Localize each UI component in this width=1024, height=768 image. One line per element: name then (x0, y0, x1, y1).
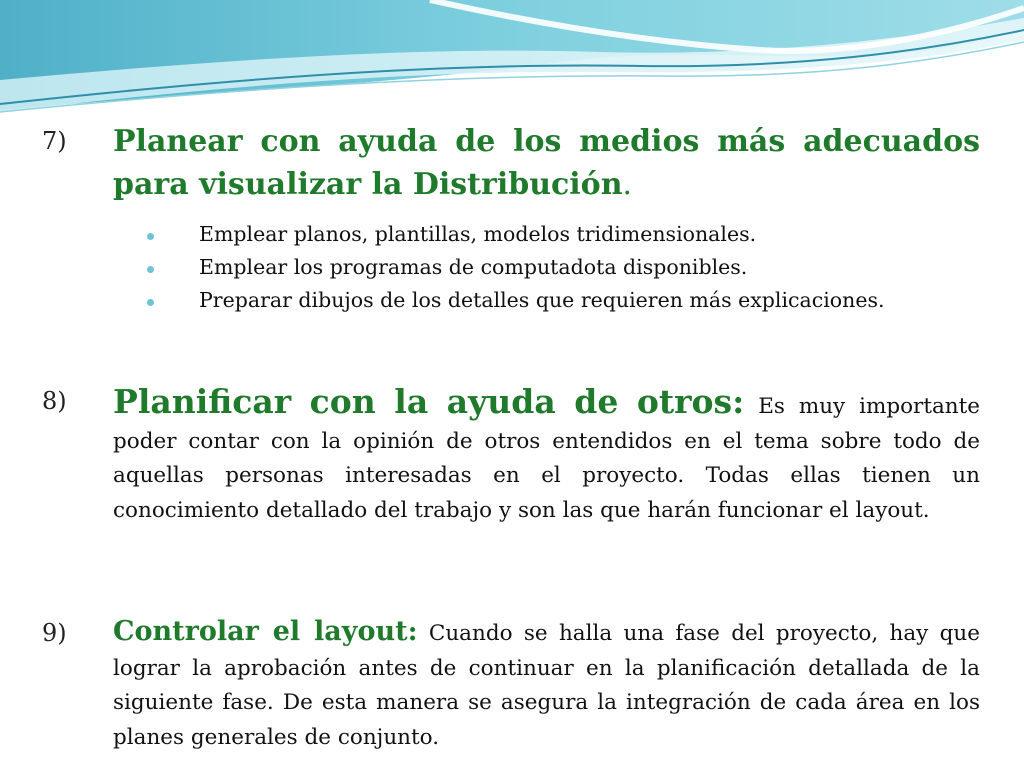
item-body (113, 382, 980, 528)
bullet-item (0, 251, 1024, 284)
item-body (113, 615, 980, 755)
bullet-text: Emplear los programas de computadota disponibles. (199, 255, 748, 279)
item-heading: Controlar el layout: (113, 616, 418, 647)
item-description: Es muy importante poder contar con la opinión de otros entendidos en el tema sobre todo de aquellas personas interesadas en el proyecto. Todas ellas tienen un conocimiento detallado del trabajo y son las que harán funcionar el layout. (113, 394, 980, 523)
item-body (113, 120, 980, 206)
bullet-text: Preparar dibujos de los detalles que requieren más explicaciones. (199, 288, 885, 312)
bullet-list (0, 218, 1024, 317)
bullet-item (0, 284, 1024, 317)
item-heading: Planear con ayuda de los medios más adecuados para visualizar la Distribución (113, 124, 980, 202)
bullet-item (0, 218, 1024, 251)
bullet-icon (147, 233, 154, 240)
item-number: 8) (42, 387, 67, 415)
heading-period: . (622, 167, 633, 202)
bullet-text: Emplear planos, plantillas, modelos tridimensionales. (199, 222, 757, 246)
item-description: Cuando se halla una fase del proyecto, hay que lograr la aprobación antes de continuar en la planificación detallada de la siguiente fase. De esta manera se asegura la integración de cada área en los planes generales de conjunto. (113, 621, 980, 750)
item-number: 7) (42, 127, 67, 155)
item-number: 9) (42, 619, 67, 647)
item-heading: Planificar con la ayuda de otros: (113, 382, 745, 421)
bullet-icon (147, 299, 154, 306)
bullet-icon (147, 266, 154, 273)
